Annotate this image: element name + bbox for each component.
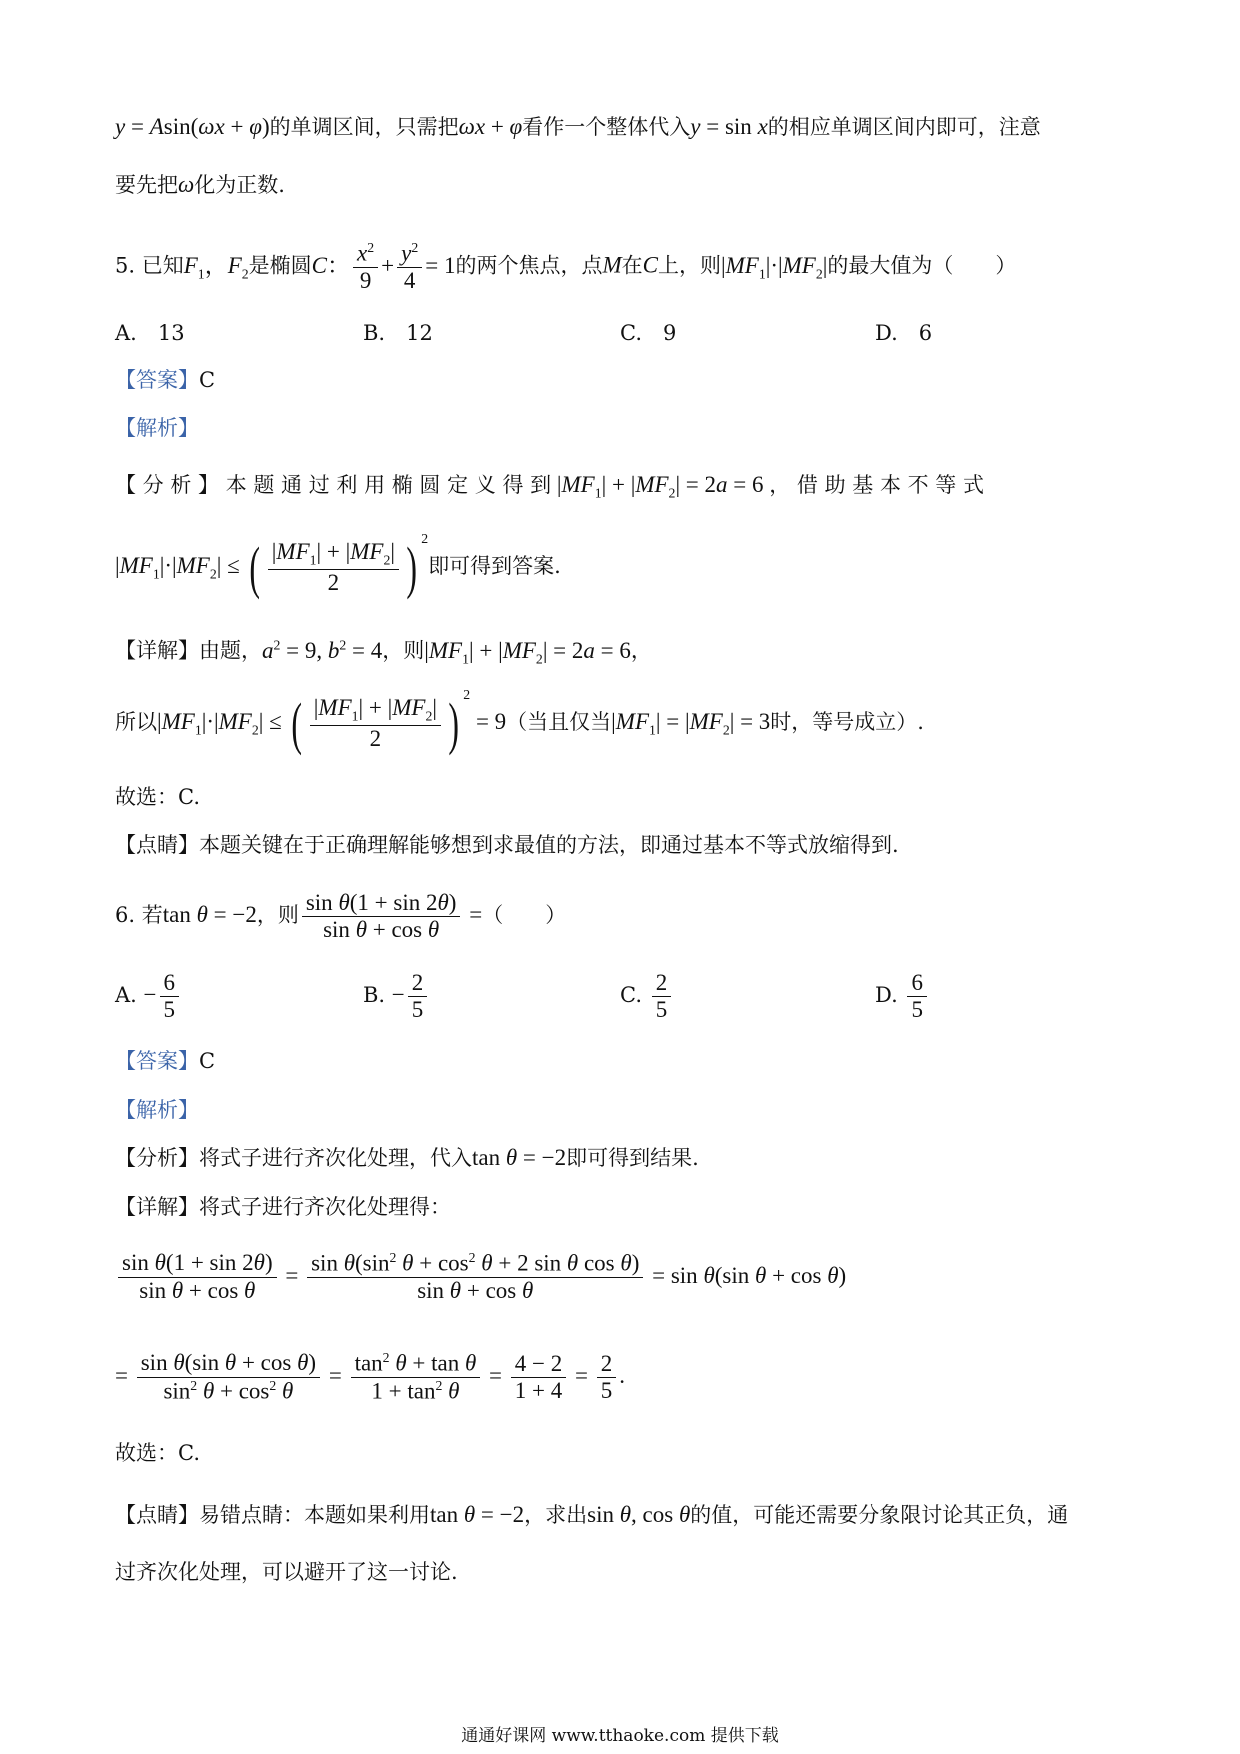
- footer-source: 通通好课网 www.tthaoke.com 提供下载: [461, 1726, 779, 1746]
- q6-detail: 【详解】将式子进行齐次化处理得：: [115, 1195, 451, 1219]
- option-label: A.: [115, 983, 137, 1008]
- text: 【点睛】易错点睛：本题如果利用: [115, 1503, 430, 1527]
- q5-option-c: C. 9: [620, 321, 677, 345]
- text: 时，等号成立）.: [770, 710, 924, 734]
- option-label: C.: [620, 983, 642, 1008]
- text: 在: [621, 253, 643, 278]
- text: 的单调区间，只需把: [269, 115, 459, 139]
- q6-derivation-1: [115, 1250, 846, 1305]
- text: 的两个焦点，点: [455, 253, 603, 278]
- q6-note-2: 过齐次化处理，可以避开了这一讨论.: [115, 1560, 458, 1584]
- q5-stem: [115, 240, 1016, 295]
- math-expr: tan θ = −2: [430, 1502, 525, 1527]
- q5-note: 【点睛】本题关键在于正确理解能够想到求最值的方法，即通过基本不等式放缩得到.: [115, 833, 899, 857]
- math-expr: M: [602, 252, 622, 278]
- math-expr: $F_1$，$F_2$: [183, 252, 249, 282]
- math-expr: − $\frac{2}{5}$: [392, 982, 430, 1007]
- text: 即可得到答案.: [428, 554, 561, 578]
- q6-option-b: [363, 970, 430, 1024]
- text: 6. 若: [115, 903, 163, 928]
- math-expr: y = sin x: [690, 114, 768, 139]
- text: 5. 已知: [115, 253, 184, 278]
- q6-analysis: [115, 1143, 699, 1173]
- text: 即可得到结果.: [566, 1146, 699, 1170]
- text: 的最大值为（ ）: [827, 253, 1017, 278]
- option-label: D.: [875, 983, 898, 1008]
- math-expr: C: [642, 252, 658, 278]
- q5-detail: 【详解】由题，$a^2 = 9$, $b^2 = 4$，则$|MF_1| + |MF_2| = 2a = 6$，: [115, 637, 652, 667]
- text: （ ）: [482, 903, 567, 928]
- option-label: B.: [363, 983, 386, 1008]
- text: 看作一个整体代入: [522, 115, 691, 139]
- q6-option-d: [875, 970, 930, 1024]
- text: 要先把: [115, 173, 178, 197]
- math-expr: $|MF_1| + |MF_2| = 2a = 6$: [424, 637, 631, 667]
- math-expr: ω: [178, 172, 195, 197]
- math-expr: y = Asin(ωx + φ): [115, 114, 270, 139]
- text: 所以: [115, 710, 157, 734]
- q6-choose: 故选：C.: [115, 1441, 200, 1465]
- math-expr: tan θ = −2: [162, 902, 257, 928]
- math-expr: $\frac{\text{sin θ(1 + sin 2θ)}}{\text{sin θ + cos θ}}$ = $\frac{\sin \theta(\sin^2 \theta + \cos^2 \theta + 2 \sin \theta \cos \theta)}{\text{sin θ + cos θ}}$ = sin θ(sin θ + cos θ): [115, 1263, 846, 1288]
- q6-note-1: [115, 1500, 1068, 1530]
- math-expr: $|MF_1|\cdot|MF_2|$ ≤ ( $\frac{|MF_1| + |MF_2|}{2}$ ) $^2$ = 9: [157, 687, 507, 756]
- q6-stem: [115, 890, 566, 944]
- text: ，求出: [524, 1503, 588, 1527]
- answer-tag: 【答案】: [115, 1049, 199, 1073]
- text: ，则: [256, 903, 299, 928]
- q6-option-a: [115, 970, 182, 1024]
- intro-line-1: [115, 112, 1041, 142]
- text: 的相应单调区间内即可，注意: [767, 115, 1041, 139]
- text: 【详解】由题，: [115, 638, 262, 663]
- text: ，则: [382, 638, 425, 663]
- math-expr: − $\frac{6}{5}$: [144, 982, 182, 1007]
- answer-tag: 【答案】: [115, 368, 199, 392]
- answer-value: C: [199, 368, 216, 392]
- math-expr: = $\frac{\text{sin θ(sin θ + cos θ)}}{\sin^2 \theta + \cos^2 \theta}$ = $\frac{\tan^2 \theta + \tan \theta}{1 + \tan^2 \theta}$ = $\frac{4 - 2}{1 + 4}$ = $\frac{2}{5}$ .: [115, 1350, 625, 1404]
- q6-derivation-2: [115, 1350, 625, 1405]
- q5-answer: [115, 365, 215, 395]
- q5-detail-2: [115, 686, 924, 767]
- math-expr: $\frac{2}{5}$: [649, 982, 675, 1007]
- q5-option-a: A. 13: [115, 321, 185, 345]
- intro-line-2: [115, 170, 285, 200]
- text: 上，则: [657, 253, 721, 278]
- math-expr: $\frac{\text{sin θ(1 + sin 2θ)}}{\text{sin θ + cos θ}}$ =: [299, 902, 482, 927]
- math-expr: ωx + φ: [458, 114, 523, 139]
- q6-analysis-tag: 【解析】: [115, 1098, 199, 1122]
- math-expr: tan θ = −2: [472, 1145, 567, 1170]
- q5-analysis-tag: 【解析】: [115, 416, 199, 440]
- q5-analysis: [115, 470, 984, 509]
- math-expr: $|MF_1|\cdot|MF_2|$ ≤ ( $\frac{|MF_1| + |MF_2|}{2}$ ) $^2$: [115, 531, 429, 600]
- q5-option-b: B. 12: [363, 321, 433, 345]
- math-expr: $|MF_1|\cdot|MF_2|$: [720, 252, 828, 282]
- math-expr: $\frac{6}{5}$: [904, 982, 930, 1007]
- q5-inequality: [115, 530, 561, 611]
- text: 化为正数.: [194, 173, 285, 197]
- text: 是椭圆: [248, 253, 312, 278]
- text: ， 借 助 基 本 不 等 式: [769, 473, 984, 497]
- answer-value: C: [199, 1049, 216, 1073]
- ellipse-equation: C： $\frac{x^2}{9}$ + $\frac{y^2}{4}$ = 1: [311, 240, 456, 294]
- text: （当且仅当: [506, 710, 612, 734]
- text: 的值，可能还需要分象限讨论其正负，通: [690, 1503, 1069, 1527]
- math-expr: sin θ, cos θ: [587, 1502, 691, 1527]
- q5-option-d: D. 6: [875, 321, 933, 345]
- text: 【 分 析 】 本 题 通 过 利 用 椭 圆 定 义 得 到: [115, 473, 552, 497]
- q6-answer: [115, 1046, 215, 1076]
- math-expr: $|MF_1| + |MF_2| = 2a = 6$: [551, 472, 770, 501]
- text: 【分析】将式子进行齐次化处理，代入: [115, 1146, 472, 1170]
- math-expr: $a^2 = 9$, $b^2 = 4$: [262, 637, 383, 663]
- math-expr: $|MF_1| = |MF_2| = 3$: [611, 709, 771, 738]
- q6-option-c: [620, 970, 674, 1024]
- q5-choose: 故选：C.: [115, 785, 200, 809]
